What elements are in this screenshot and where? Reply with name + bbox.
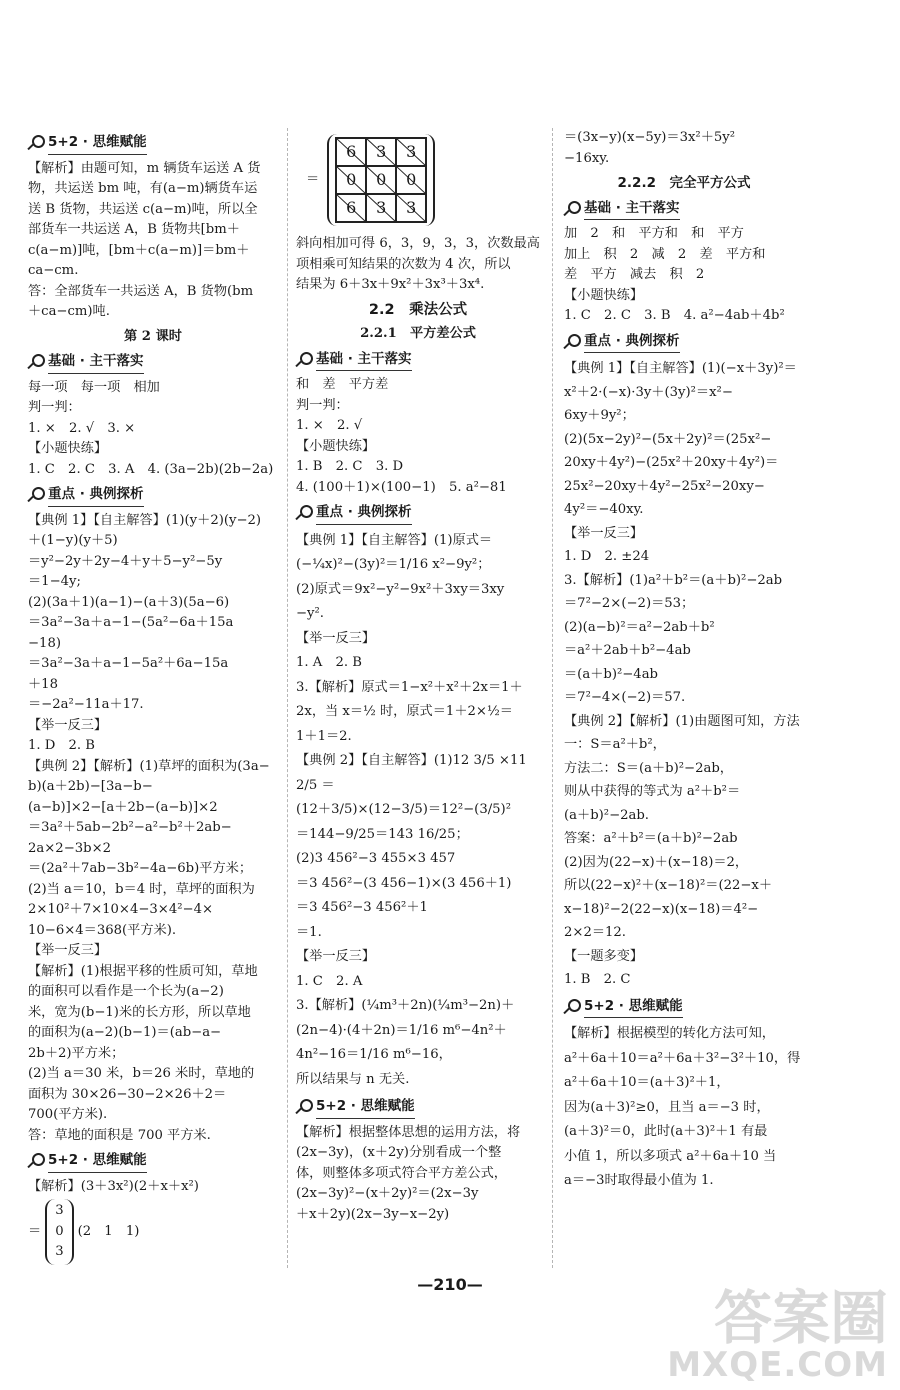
text-line: 【解析】(3＋3x²)(2＋x＋x²) — [28, 1178, 199, 1194]
text-line: ＝3a²−3a＋a−1−5a²＋6a−15a — [28, 656, 229, 671]
text-line: ＋(1−y)(y＋5) — [28, 533, 118, 548]
text-line: 一：S＝a²＋b²， — [564, 737, 666, 752]
text-line: 【举一反三】 — [28, 943, 108, 958]
text-line: 【解析】根据整体思想的运用方法，将 — [296, 1124, 521, 1140]
text-line: ＝a²＋2ab＋b²−4ab — [564, 643, 691, 658]
text-line: 1. B 2. C 3. D — [296, 459, 404, 474]
magnifier-icon — [26, 354, 44, 370]
text-line: 米，宽为(b−1)米的长方形，所以草地 — [28, 1004, 251, 1020]
text-line: 25x²−20xy＋4y²−25x²−20xy− — [564, 478, 765, 494]
grid-cell: 0 — [366, 166, 396, 194]
text-line: −18) — [28, 635, 61, 651]
text-line: (2x−3y)²−(x＋2y)²＝(2x−3y — [296, 1186, 479, 1201]
text-line: ＋ca−cm)吨. — [28, 304, 110, 319]
text-line: 4y²＝−40xy. — [564, 502, 644, 517]
text-line: 2x，当 x＝½ 时，原式＝1＋2×½＝ — [296, 704, 513, 719]
text-line: a＝−3时取得最小值为 1. — [564, 1173, 714, 1188]
subsection-heading: 2.2.2 完全平方公式 — [617, 175, 751, 191]
text-line: 送 B 货物，共运送 c(a−m)吨，所以全 — [28, 201, 258, 217]
text-line: 部货车一共运送 A，B 货物共[bm＋ — [28, 222, 240, 237]
column-divider — [287, 128, 288, 1268]
text-line: 斜向相加可得 6，3，9，3，3，次数最高 — [296, 236, 540, 251]
text-line: 每一项 每一项 相加 — [28, 379, 160, 395]
section-header: 5+2 · 思维赋能 — [26, 1150, 278, 1173]
section-header: 重点 · 典例探析 — [562, 331, 804, 354]
text-line: 1. D 2. B — [28, 738, 95, 753]
text-line: 【典例 1】【自主解答】(1)(−x＋3y)²＝ — [564, 361, 797, 376]
text-line: 1. C 2. A — [296, 973, 363, 989]
text-line: 判一判： — [296, 397, 349, 413]
text-line: ca−cm. — [28, 263, 79, 278]
text-block — [28, 159, 278, 323]
text-line: ＝−2a²−11a＋17. — [28, 697, 144, 712]
text-line: 3.【解析】(1)a²＋b²＝(a＋b)²−2ab — [564, 572, 783, 588]
text-line: (2)(3a＋1)(a−1)−(a＋3)(5a−6) — [28, 594, 230, 610]
text-line: ＝3 456²−(3 456−1)×(3 456＋1) — [296, 875, 512, 891]
grid-cell: 3 — [396, 194, 426, 222]
column-divider — [552, 128, 553, 1268]
text-line: ＝7²−2×(−2)＝53； — [564, 596, 695, 611]
text-line: 1. B 2. C — [564, 972, 631, 987]
magnifier-icon — [294, 352, 312, 368]
text-line: 和 差 平方差 — [296, 377, 389, 392]
grid-expression: ＝ 6 3 3 0 0 0 6 3 3 — [306, 134, 540, 226]
text-line: 答：草地的面积是 700 平方米. — [28, 1127, 211, 1143]
magnifier-icon — [294, 1099, 312, 1115]
text-line: ＋x＋2y)(2x−3y−x−2y) — [296, 1206, 450, 1222]
text-line: 所以结果与 n 无关. — [296, 1071, 410, 1087]
text-line: 【举一反三】 — [564, 525, 644, 541]
text-line: c(a−m)]吨，[bm＋c(a−m)]＝bm＋ — [28, 242, 250, 258]
grid-cell: 3 — [366, 194, 396, 222]
text-line: (a＋b)²−2ab. — [564, 807, 650, 823]
text-line: 【典例 2】【解析】(1)由题图可知，方法 — [564, 713, 800, 729]
text-line: 1. × 2. √ — [296, 418, 363, 433]
grid-cell: 0 — [336, 166, 366, 194]
text-block — [564, 357, 804, 992]
text-line: 所以(22−x)²＋(x−18)²＝(22−x＋ — [564, 878, 773, 893]
text-line: 体，则整体多项式符合平方差公式， — [296, 1165, 507, 1181]
text-line: 10−6×4＝368(平方米). — [28, 922, 177, 938]
column-3 — [564, 128, 804, 1194]
text-line: 4n²−16＝1/16 m⁶−16， — [296, 1047, 452, 1062]
text-line: ＋18 — [28, 676, 58, 692]
text-block — [28, 1177, 278, 1198]
text-line: 项相乘可知结果的次数为 4 次，所以 — [296, 256, 511, 272]
text-line: (2)原式＝9x²−y²−9x²＋3xy＝3xy — [296, 581, 505, 597]
text-line: ＝(a＋b)²−4ab — [564, 666, 658, 682]
text-line: ＝(3x−y)(x−5y)＝3x²＋5y² — [564, 130, 736, 145]
magnifier-icon — [562, 334, 580, 350]
text-line: 1. × 2. √ 3. × — [28, 420, 136, 436]
text-line: 则从中获得的等式为 a²＋b²＝ — [564, 784, 741, 799]
text-line: (2n−4)·(4＋2n)＝1/16 m⁶−4n²＋ — [296, 1022, 507, 1038]
page-number: —210— — [417, 1275, 483, 1294]
text-line: b)(a＋2b)−[3a−b− — [28, 779, 153, 794]
text-line: 700(平方米). — [28, 1107, 108, 1122]
text-line: ＝(2a²＋7ab−3b²−4a−6b)平方米； — [28, 861, 253, 876]
text-line: 【典例 2】【自主解答】(1)12 3/5 ×11 2/5 ＝ — [296, 753, 531, 793]
text-line: ＝3 456²−3 456²＋1 — [296, 900, 428, 915]
text-line: −16xy. — [564, 150, 610, 166]
text-line: 【解析】根据模型的转化方法可知， — [564, 1026, 775, 1041]
section-header: 5+2 · 思维赋能 — [26, 132, 278, 155]
text-line: 方法二：S＝(a＋b)²−2ab， — [564, 760, 733, 776]
multiplication-grid — [327, 134, 435, 226]
text-line: 因为(a＋3)²≥0，且当 a＝−3 时， — [564, 1099, 770, 1115]
text-line: 【举一反三】 — [28, 717, 108, 733]
text-block — [296, 375, 540, 498]
text-block — [28, 511, 278, 1147]
text-line: 加 2 和 平方和 和 平方 — [564, 226, 744, 241]
text-line: 1. D 2. ±24 — [564, 549, 650, 564]
text-line: 结果为 6＋3x＋9x²＋3x³＋3x⁴. — [296, 277, 485, 292]
text-line: ＝1−4y; — [28, 574, 81, 589]
grid-cell: 3 — [366, 138, 396, 166]
section-header: 重点 · 典例探析 — [294, 502, 540, 525]
text-line: 小值 1，所以多项式 a²＋6a＋10 当 — [564, 1148, 777, 1164]
text-line: (2)当 a＝10，b＝4 时，草坪的面积为 — [28, 881, 255, 897]
text-line: 1. C 2. C 3. A 4. (3a−2b)(2b−2a) — [28, 461, 274, 477]
text-block — [28, 378, 278, 481]
text-line: 【典例 1】【自主解答】(1)(y＋2)(y−2) — [28, 512, 262, 528]
text-line: 差 平方 减去 积 2 — [564, 267, 705, 282]
text-line: (2)3 456²−3 455×3 457 — [296, 851, 456, 866]
text-line: ＝144−9/25＝143 16/25； — [296, 826, 469, 842]
column-2 — [296, 128, 540, 1225]
matrix-expression: ＝ 3 0 3 (2 1 1) — [28, 1199, 278, 1265]
text-line: ＝y²−2y＋2y−4＋y＋5−y²−5y — [28, 553, 223, 569]
text-line: 3.【解析】原式＝1−x²＋x²＋2x＝1＋ — [296, 679, 523, 695]
lesson-title: 第 2 课时 — [124, 328, 182, 344]
magnifier-icon — [562, 201, 580, 217]
text-line: (12＋3/5)×(12−3/5)＝12²−(3/5)² — [296, 802, 511, 817]
text-line: 2×2＝12. — [564, 925, 626, 940]
text-line: 面积为 30×26−30−2×26＋2＝ — [28, 1086, 227, 1102]
text-block — [296, 529, 540, 1093]
text-line: (2)因为(22−x)＋(x−18)＝2， — [564, 854, 749, 870]
text-line: x²＋2·(−x)·3y＋(3y)²＝x²− — [564, 384, 733, 400]
grid-cell: 6 — [336, 194, 366, 222]
text-line: (a＋3)²＝0，此时(a＋3)²＋1 有最 — [564, 1124, 768, 1139]
text-line: (2)(5x−2y)²−(5x＋2y)²＝(25x²− — [564, 431, 772, 447]
text-line: a²＋6a＋10＝a²＋6a＋3²−3²＋10，得 — [564, 1050, 801, 1066]
text-block — [296, 234, 540, 296]
magnifier-icon — [562, 999, 580, 1015]
text-block — [564, 224, 804, 327]
text-line: 答案：a²＋b²＝(a＋b)²−2ab — [564, 831, 738, 846]
magnifier-icon — [294, 505, 312, 521]
text-line: x−18)²−2(22−x)(x−18)＝4²− — [564, 901, 759, 917]
section-header: 5+2 · 思维赋能 — [294, 1096, 540, 1119]
text-line: a²＋6a＋10＝(a＋3)²＋1， — [564, 1075, 730, 1090]
text-line: 1. A 2. B — [296, 655, 362, 670]
section-header: 基础 · 主干落实 — [294, 349, 540, 372]
watermark: 答案圈 MXQE.COM — [667, 1284, 888, 1385]
column-vector: 3 0 3 — [45, 1199, 73, 1265]
text-line: 2a×2−3b×2 — [28, 840, 112, 856]
section-header: 基础 · 主干落实 — [26, 351, 278, 374]
text-line: 【典例 2】【解析】(1)草坪的面积为(3a− — [28, 758, 270, 774]
grid-cell: 0 — [396, 166, 426, 194]
column-1 — [28, 128, 278, 1265]
text-line: 【一题多变】 — [564, 948, 644, 964]
row-vector: (2 1 1) — [77, 1223, 140, 1239]
grid-cell: 3 — [396, 138, 426, 166]
text-line: 6xy＋9y²； — [564, 408, 635, 423]
text-line: 加上 积 2 减 2 差 平方和 — [564, 246, 766, 262]
text-line: (2)当 a＝30 米，b＝26 米时，草地的 — [28, 1066, 255, 1081]
text-line: 的面积可以看作是一个长为(a−2) — [28, 984, 224, 999]
text-line: 【小题快练】 — [296, 438, 376, 454]
text-line: 的面积为(a−2)(b−1)＝(ab−a− — [28, 1025, 222, 1040]
section-header: 5+2 · 思维赋能 — [562, 996, 804, 1019]
text-line: −y². — [296, 606, 324, 621]
section-heading: 2.2 乘法公式 — [368, 301, 468, 318]
text-line: 【解析】由题可知，m 辆货车运送 A 货 — [28, 160, 261, 176]
text-line: (2x−3y)，(x＋2y)分别看成一个整 — [296, 1145, 502, 1160]
magnifier-icon — [26, 1153, 44, 1169]
text-line: 【举一反三】 — [296, 949, 376, 964]
text-line: ＝7²−4×(−2)＝57. — [564, 690, 686, 705]
section-header: 基础 · 主干落实 — [562, 198, 804, 221]
text-line: 3.【解析】(¼m³＋2n)(¼m³−2n)＋ — [296, 998, 515, 1013]
text-line: 【解析】(1)根据平移的性质可知，草地 — [28, 963, 258, 979]
text-line: 20xy＋4y²)−(25x²＋20xy＋4y²)＝ — [564, 455, 779, 470]
text-line: 【小题快练】 — [28, 441, 108, 456]
diagonal-lines — [336, 138, 426, 222]
text-line: ＝1. — [296, 924, 322, 940]
grid-cell: 6 — [336, 138, 366, 166]
text-line: 【小题快练】 — [564, 287, 644, 303]
text-line: 2b＋2)平方米； — [28, 1045, 125, 1061]
text-block — [296, 1123, 540, 1226]
text-line: 物，共运送 bm 吨，有(a−m)辆货车运 — [28, 181, 258, 196]
text-line: 【举一反三】 — [296, 630, 376, 646]
text-line: (2)(a−b)²＝a²−2ab＋b² — [564, 619, 715, 635]
text-block — [564, 1022, 804, 1194]
magnifier-icon — [26, 487, 44, 503]
subsection-heading: 2.2.1 平方差公式 — [360, 326, 476, 341]
text-block — [564, 128, 804, 169]
text-line: 4. (100＋1)×(100−1) 5. a²−81 — [296, 479, 507, 495]
text-line: 1＋1＝2. — [296, 728, 352, 744]
text-line: 2×10²＋7×10×4−3×4²−4× — [28, 902, 214, 917]
magnifier-icon — [26, 135, 44, 151]
text-line: ＝3a²−3a＋a−1−(5a²−6a＋15a — [28, 615, 234, 630]
text-line: (a−b)]×2−[a＋2b−(a−b)]×2 — [28, 799, 218, 815]
text-line: 1. C 2. C 3. B 4. a²−4ab＋4b² — [564, 308, 785, 323]
text-line: (−¼x)²−(3y)²＝1/16 x²−9y²； — [296, 557, 491, 572]
text-line: 【典例 1】【自主解答】(1)原式＝ — [296, 532, 493, 548]
text-line: 答：全部货车一共运送 A，B 货物(bm — [28, 283, 254, 299]
text-line: 判一判： — [28, 400, 81, 415]
section-header: 重点 · 典例探析 — [26, 484, 278, 507]
text-line: ＝3a²＋5ab−2b²−a²−b²＋2ab− — [28, 820, 232, 835]
